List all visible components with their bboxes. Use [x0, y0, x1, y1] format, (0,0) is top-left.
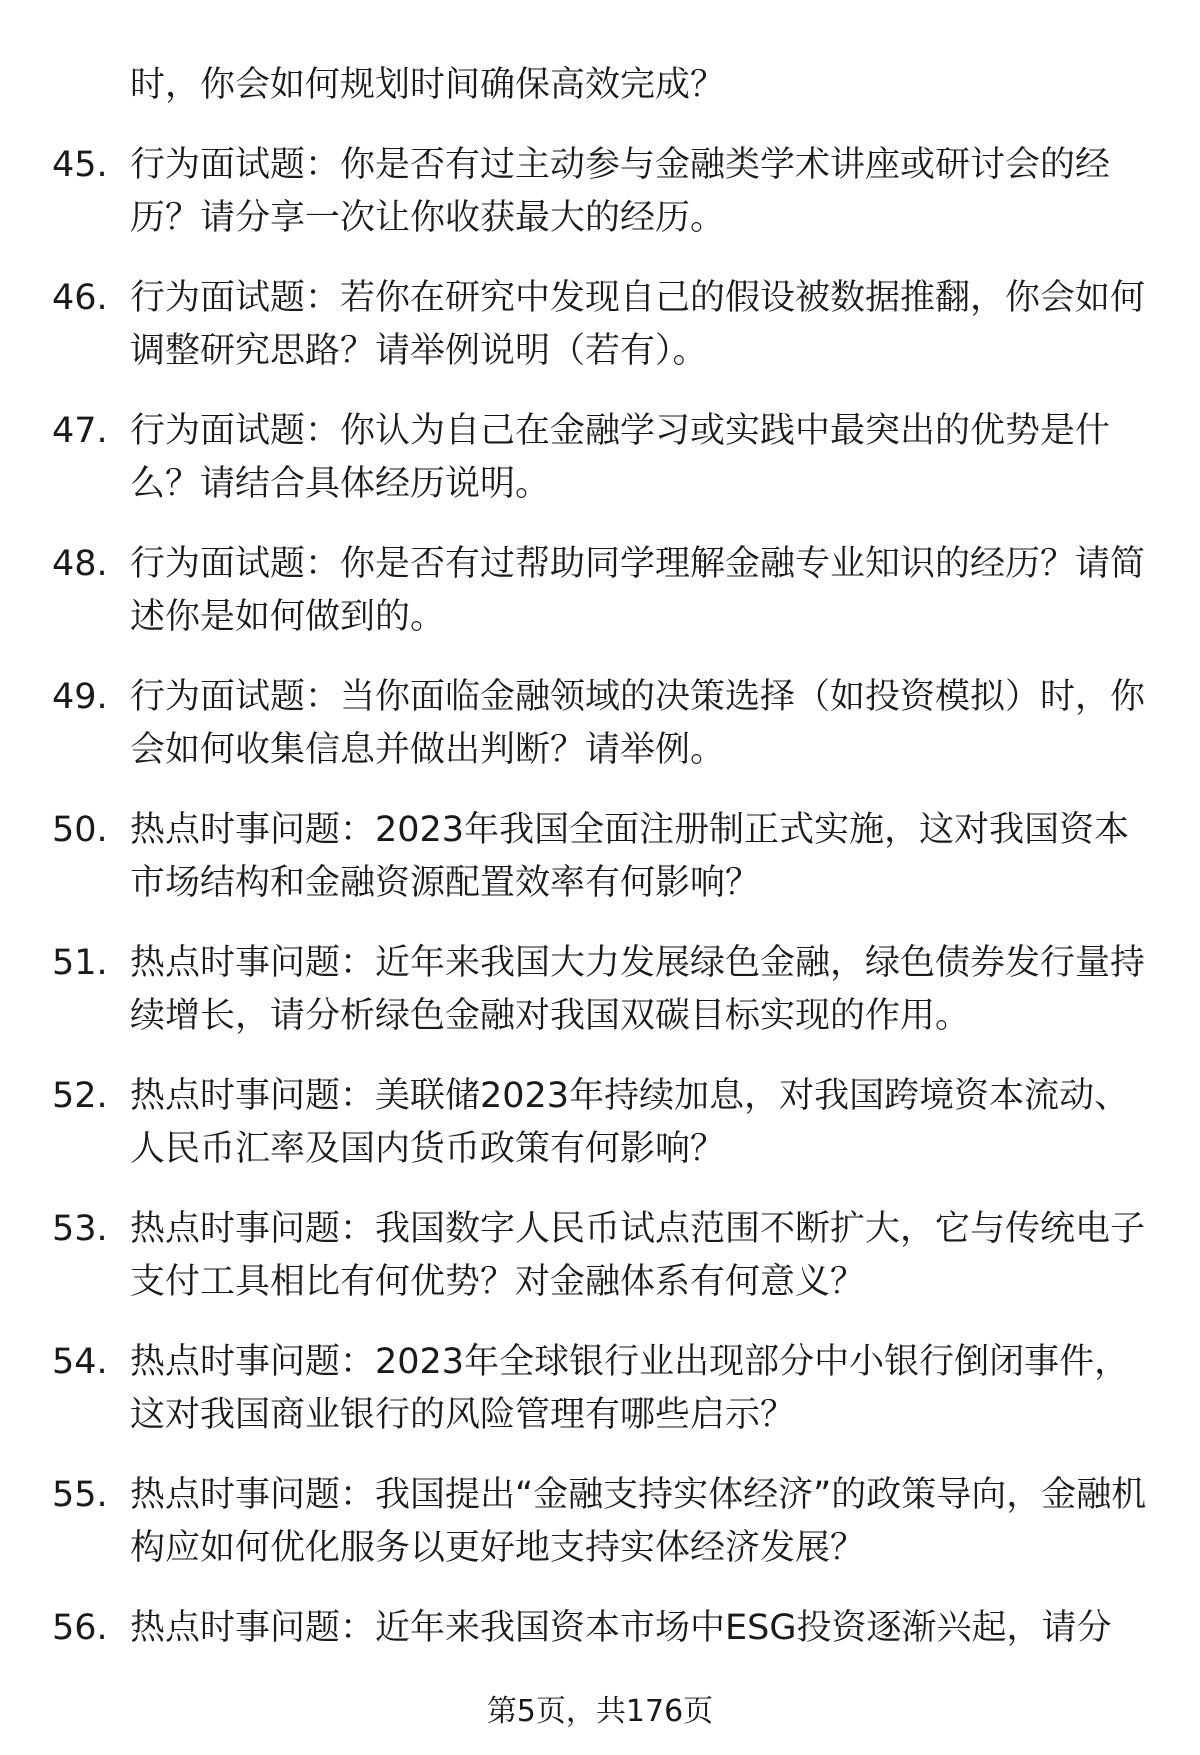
question-text: 热点时事问题：2023年全球银行业出现部分中小银行倒闭事件，这对我国商业银行的风险管理有哪些启示？: [130, 1342, 1130, 1435]
question-item: [0, 1203, 1200, 1309]
question-text: 行为面试题：你是否有过帮助同学理解金融专业知识的经历？请简述你是如何做到的。: [130, 544, 1146, 637]
question-item: [0, 538, 1200, 644]
question-number: 56.: [52, 1608, 108, 1648]
question-item: [0, 139, 1200, 245]
question-text: 行为面试题：若你在研究中发现自己的假设被数据推翻，你会如何调整研究思路？请举例说明（若有）。: [130, 278, 1146, 371]
question-text: 行为面试题：你是否有过主动参与金融类学术讲座或研讨会的经历？请分享一次让你收获最大的经历。: [130, 145, 1111, 238]
question-item: [0, 1070, 1200, 1176]
question-number: 47.: [52, 411, 108, 451]
question-number: 49.: [52, 677, 108, 717]
document-page: [0, 59, 1200, 1735]
question-item: [0, 937, 1200, 1043]
question-number: 54.: [52, 1342, 108, 1382]
question-text: 热点时事问题：我国数字人民币试点范围不断扩大，它与传统电子支付工具相比有何优势？对金融体系有何意义？: [130, 1209, 1146, 1302]
question-item: [0, 671, 1200, 777]
question-item: [0, 804, 1200, 910]
question-text: 热点时事问题：近年来我国大力发展绿色金融，绿色债券发行量持续增长，请分析绿色金融对我国双碳目标实现的作用。: [130, 943, 1146, 1036]
question-number: 51.: [52, 943, 108, 983]
question-text: 热点时事问题：近年来我国资本市场中ESG投资逐渐兴起，请分: [130, 1608, 1112, 1648]
question-number: 45.: [52, 145, 108, 185]
question-number: 50.: [52, 810, 108, 850]
question-number: 46.: [52, 278, 108, 318]
question-item: [0, 1336, 1200, 1442]
question-text: 行为面试题：你认为自己在金融学习或实践中最突出的优势是什么？请结合具体经历说明。: [130, 411, 1111, 504]
question-number: 53.: [52, 1209, 108, 1249]
question-text: 热点时事问题：2023年我国全面注册制正式实施，这对我国资本市场结构和金融资源配置效率有何影响？: [130, 810, 1130, 903]
question-text: 行为面试题：当你面临金融领域的决策选择（如投资模拟）时，你会如何收集信息并做出判断？请举例。: [130, 677, 1146, 770]
question-list: [0, 139, 1200, 1708]
question-item: [0, 405, 1200, 511]
question-item: [0, 1469, 1200, 1575]
page-number-footer: 第5页，共176页: [486, 1694, 714, 1729]
question-number: 52.: [52, 1076, 108, 1116]
question-item: [0, 272, 1200, 378]
continued-question-text: 时，你会如何规划时间确保高效完成？: [130, 65, 726, 105]
question-text: 热点时事问题：美联储2023年持续加息，对我国跨境资本流动、人民币汇率及国内货币政策有何影响？: [130, 1076, 1130, 1169]
question-number: 48.: [52, 544, 108, 584]
question-text: 热点时事问题：我国提出“金融支持实体经济”的政策导向，金融机构应如何优化服务以更好地支持实体经济发展？: [130, 1475, 1147, 1568]
question-number: 55.: [52, 1475, 108, 1515]
